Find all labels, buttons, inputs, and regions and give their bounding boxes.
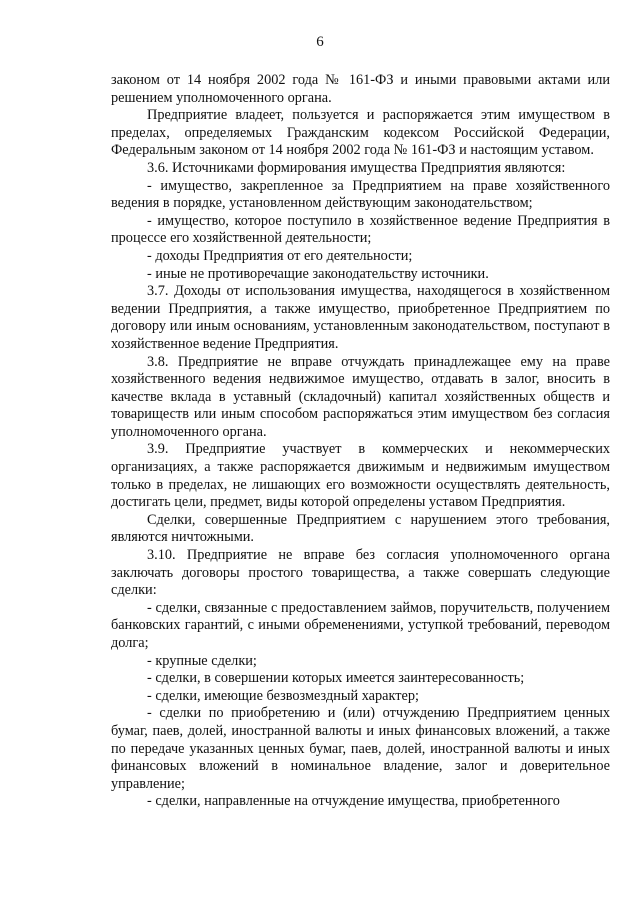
paragraph: законом от 14 ноября 2002 года № 161-ФЗ и иными правовыми актами или решением уполномоченного органа.	[111, 72, 610, 106]
paragraph: Сделки, совершенные Предприятием с нарушением этого требования, являются ничтожными.	[111, 511, 610, 546]
paragraph: 3.8. Предприятие не вправе отчуждать принадлежащее ему на праве хозяйственного ведения недвижимое имущество, отдавать в залог, вносить в качестве вклада в уставный (складочный) капитал хозяйственных обществ и товариществ или иным способом распоряжаться этим имуществом без согласия уполномоченного органа.	[111, 353, 610, 440]
paragraph: - сделки, направленные на отчуждение имущества, приобретенного	[147, 793, 560, 810]
paragraph: 3.10. Предприятие не вправе без согласия уполномоченного органа заключать договоры простого товарищества, а также совершать следующие сделки:	[111, 547, 610, 599]
paragraph: 3.9. Предприятие участвует в коммерческих и некоммерческих организациях, а также распоряжается движимым и недвижимым имуществом только в пределах, не лишающих его возможности осуществлять деятельность, достигать цели, предмет, виды которой определены уставом Предприятия.	[111, 441, 610, 511]
paragraph: - имущество, которое поступило в хозяйственное ведение Предприятия в процессе его хозяйственной деятельности;	[111, 212, 610, 247]
paragraph: - сделки, связанные с предоставлением займов, поручительств, получением банковских гарантий, с иными обременениями, уступкой требований, переводом долга;	[111, 599, 610, 651]
paragraph: - иные не противоречащие законодательству источники.	[147, 265, 489, 282]
paragraph: 3.7. Доходы от использования имущества, находящегося в хозяйственном ведении Предприятия, а также имущество, приобретенное Предприятием по договору или иным основаниям, установленным законодательством, поступают в хозяйственное ведение Предприятия.	[111, 283, 610, 352]
paragraph: - имущество, закрепленное за Предприятием на праве хозяйственного ведения в порядке, установленном действующим законодательством;	[111, 177, 610, 212]
paragraph: - сделки по приобретению и (или) отчуждению Предприятием ценных бумаг, паев, долей, иностранной валюты и иных финансовых вложений, а также по передаче указанных ценных бумаг, паев, долей, иностранной валюты и иных финансовых вложений в номинальное владение, залог и доверительное управление;	[111, 705, 610, 792]
paragraph: Предприятие владеет, пользуется и распоряжается этим имуществом в пределах, определяемых Гражданским кодексом Российской Федерации, Федеральным законом от 14 ноября 2002 года № 161-ФЗ и настоящим уставом.	[111, 107, 610, 159]
paragraph: 3.6. Источниками формирования имущества Предприятия являются:	[147, 159, 566, 176]
page-number: 6	[316, 34, 324, 50]
paragraph: - сделки, в совершении которых имеется заинтересованность;	[147, 670, 525, 687]
document-body	[111, 72, 610, 811]
paragraph: - сделки, имеющие безвозмездный характер;	[147, 687, 419, 704]
paragraph: - крупные сделки;	[147, 652, 257, 669]
paragraph: - доходы Предприятия от его деятельности;	[147, 247, 413, 264]
